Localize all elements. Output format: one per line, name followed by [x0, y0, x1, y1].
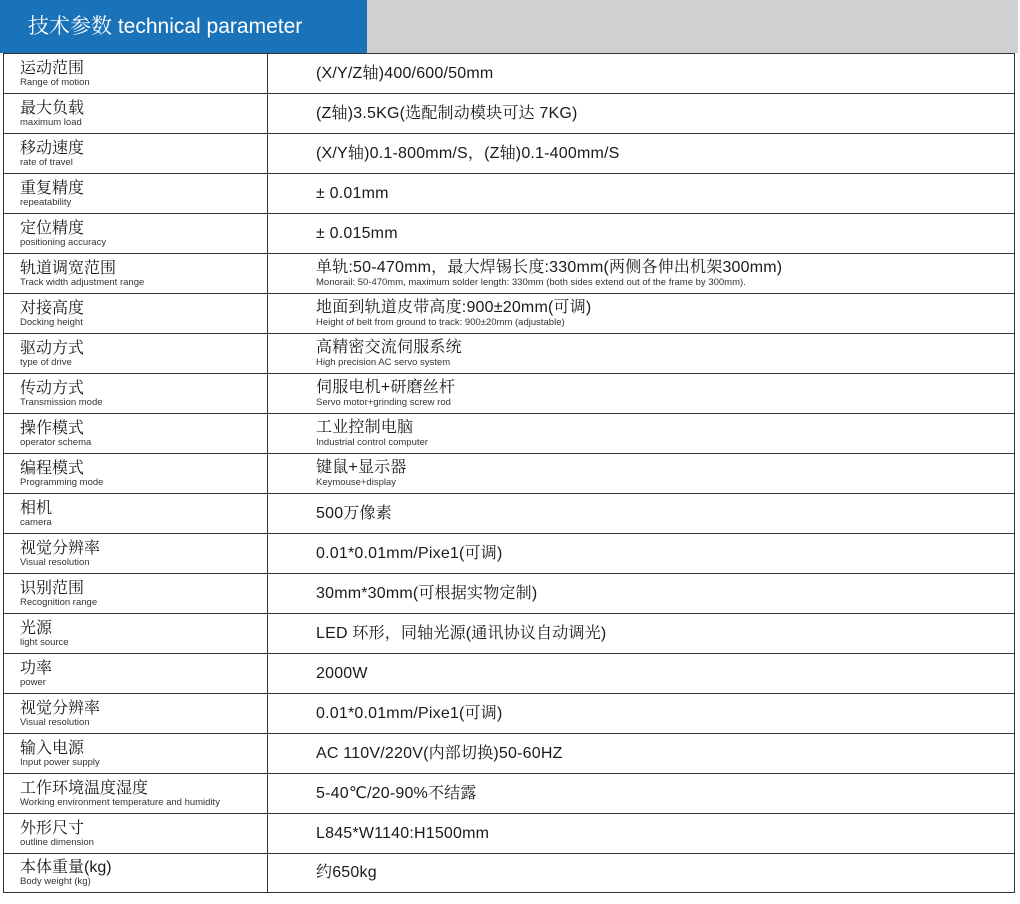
parameter-value-cell: [268, 814, 1015, 854]
table-row: [4, 654, 1015, 694]
parameter-name-zh: 重复精度: [20, 179, 85, 197]
parameter-value-cell: [268, 694, 1015, 734]
header-bar: [0, 0, 1018, 53]
spec-table-body: [4, 54, 1015, 893]
parameter-label-cell: [4, 494, 268, 534]
parameter-name-en: type of drive: [20, 356, 72, 368]
parameter-label-cell: [4, 54, 268, 94]
parameter-label-cell: [4, 734, 268, 774]
parameter-label-cell: [4, 814, 268, 854]
parameter-label-cell: [4, 334, 268, 374]
parameter-label-cell: [4, 94, 268, 134]
parameter-name-zh: 对接高度: [20, 299, 85, 317]
parameter-label-cell: [4, 614, 268, 654]
parameter-value: 单轨:50-470mm，最大焊锡长度:330mm(两侧各伸出机架300mm): [316, 259, 783, 276]
parameter-name-en: Visual resolution: [20, 556, 90, 568]
parameter-name-en: maximum load: [20, 116, 82, 128]
parameter-name-en: Recognition range: [20, 596, 98, 608]
parameter-value-cell: [268, 174, 1015, 214]
parameter-value: 30mm*30mm(可根据实物定制): [316, 584, 538, 602]
parameter-name-zh: 运动范围: [20, 59, 85, 77]
table-row: [4, 614, 1015, 654]
parameter-name-zh: 功率: [20, 659, 53, 677]
parameter-name-en: Docking height: [20, 316, 83, 328]
parameter-name-en: Range of motion: [20, 76, 90, 88]
parameter-value-en: Height of belt from ground to track: 900±20mm (adjustable): [316, 317, 565, 328]
parameter-name-zh: 本体重量(kg): [20, 859, 112, 876]
parameter-name-zh: 驱动方式: [20, 339, 85, 357]
parameter-value: 0.01*0.01mm/Pixe1(可调): [316, 544, 503, 562]
parameter-value-en: Servo motor+grinding screw rod: [316, 397, 451, 408]
parameter-value: 500万像素: [316, 504, 392, 522]
parameter-name-zh: 操作模式: [20, 419, 85, 437]
parameter-value: 0.01*0.01mm/Pixe1(可调): [316, 704, 503, 722]
parameter-name-zh: 输入电源: [20, 739, 85, 757]
parameter-name-en: rate of travel: [20, 156, 73, 168]
parameter-value-cell: [268, 454, 1015, 494]
parameter-label-cell: [4, 774, 268, 814]
parameter-name-zh: 识别范围: [20, 579, 85, 597]
parameter-value-en: Industrial control computer: [316, 437, 428, 448]
parameter-value: 高精密交流伺服系统: [316, 339, 462, 356]
parameter-label-cell: [4, 214, 268, 254]
table-row: [4, 814, 1015, 854]
parameter-value-cell: [268, 54, 1015, 94]
parameter-value-cell: [268, 134, 1015, 174]
parameter-name-en: repeatability: [20, 196, 72, 208]
parameter-name-zh: 外形尺寸: [20, 819, 85, 837]
parameter-value: ± 0.01mm: [316, 184, 389, 202]
parameter-name-zh: 编程模式: [20, 459, 85, 477]
parameter-value-en: Monorail: 50-470mm, maximum solder length: 330mm (both sides extend out of the frame by 300mm).: [316, 277, 746, 288]
table-row: [4, 414, 1015, 454]
table-row: [4, 494, 1015, 534]
parameter-value: (X/Y/Z轴)400/600/50mm: [316, 64, 494, 82]
parameter-name-zh: 传动方式: [20, 379, 85, 397]
parameter-value: ± 0.015mm: [316, 224, 398, 242]
parameter-name-en: positioning accuracy: [20, 236, 107, 248]
parameter-name-zh: 相机: [20, 499, 53, 517]
table-row: [4, 334, 1015, 374]
spec-table: [3, 53, 1015, 893]
section-title: 技术参数 technical parameter: [0, 0, 367, 53]
parameter-label-cell: [4, 574, 268, 614]
parameter-value-cell: [268, 534, 1015, 574]
table-row: [4, 694, 1015, 734]
parameter-label-cell: [4, 294, 268, 334]
parameter-name-zh: 移动速度: [20, 139, 85, 157]
parameter-name-en: operator schema: [20, 436, 92, 448]
parameter-label-cell: [4, 654, 268, 694]
parameter-value-cell: [268, 214, 1015, 254]
parameter-name-en: Input power supply: [20, 756, 100, 768]
parameter-value: 工业控制电脑: [316, 419, 414, 436]
parameter-name-en: Track width adjustment range: [20, 276, 145, 288]
parameter-label-cell: [4, 694, 268, 734]
parameter-name-zh: 视觉分辨率: [20, 539, 101, 557]
table-row: [4, 774, 1015, 814]
parameter-value: (X/Y轴)0.1-800mm/S，(Z轴)0.1-400mm/S: [316, 144, 620, 162]
parameter-value: LED 环形，同轴光源(通讯协议自动调光): [316, 624, 607, 642]
table-row: [4, 534, 1015, 574]
parameter-value: 2000W: [316, 664, 368, 682]
parameter-name-en: Visual resolution: [20, 716, 90, 728]
parameter-value-en: High precision AC servo system: [316, 357, 451, 368]
table-row: [4, 54, 1015, 94]
parameter-name-zh: 工作环境温度湿度: [20, 779, 149, 797]
parameter-label-cell: [4, 374, 268, 414]
parameter-label-cell: [4, 414, 268, 454]
parameter-value-cell: [268, 494, 1015, 534]
parameter-value-en: Keymouse+display: [316, 477, 397, 488]
parameter-name-en: outline dimension: [20, 836, 94, 848]
parameter-name-en: camera: [20, 516, 52, 528]
parameter-value: 键鼠+显示器: [316, 459, 407, 476]
table-row: [4, 574, 1015, 614]
table-row: [4, 174, 1015, 214]
table-row: [4, 854, 1015, 893]
parameter-label-cell: [4, 254, 268, 294]
table-row: [4, 374, 1015, 414]
parameter-value: 5-40℃/20-90%不结露: [316, 784, 477, 802]
parameter-label-cell: [4, 854, 268, 893]
table-row: [4, 454, 1015, 494]
parameter-value-cell: [268, 774, 1015, 814]
table-row: [4, 294, 1015, 334]
parameter-name-en: light source: [20, 636, 69, 648]
parameter-label-cell: [4, 534, 268, 574]
parameter-value: AC 110V/220V(内部切换)50-60HZ: [316, 744, 563, 762]
parameter-value: (Z轴)3.5KG(选配制动模块可达 7KG): [316, 104, 578, 122]
table-row: [4, 134, 1015, 174]
parameter-name-zh: 视觉分辨率: [20, 699, 101, 717]
table-row: [4, 734, 1015, 774]
table-row: [4, 94, 1015, 134]
parameter-value: 地面到轨道皮带高度:900±20mm(可调): [316, 299, 592, 316]
parameter-name-en: Programming mode: [20, 476, 104, 488]
parameter-value-cell: [268, 94, 1015, 134]
parameter-value-cell: [268, 294, 1015, 334]
parameter-label-cell: [4, 174, 268, 214]
parameter-value-cell: [268, 414, 1015, 454]
parameter-value-cell: [268, 334, 1015, 374]
parameter-label-cell: [4, 454, 268, 494]
parameter-value: 伺服电机+研磨丝杆: [316, 379, 456, 396]
parameter-value-cell: [268, 614, 1015, 654]
parameter-name-en: Transmission mode: [20, 396, 103, 408]
parameter-value: 约650kg: [316, 864, 377, 881]
parameter-value-cell: [268, 734, 1015, 774]
parameter-value-cell: [268, 854, 1015, 893]
parameter-name-en: Working environment temperature and humidity: [20, 796, 220, 808]
parameter-value-cell: [268, 374, 1015, 414]
parameter-name-zh: 轨道调宽范围: [20, 259, 117, 277]
parameter-name-zh: 最大负载: [20, 99, 85, 117]
parameter-value: L845*W1140:H1500mm: [316, 824, 490, 842]
table-row: [4, 214, 1015, 254]
parameter-value-cell: [268, 574, 1015, 614]
parameter-name-en: power: [20, 676, 46, 688]
parameter-label-cell: [4, 134, 268, 174]
parameter-name-zh: 定位精度: [20, 219, 85, 237]
parameter-value-cell: [268, 654, 1015, 694]
parameter-name-en: Body weight (kg): [20, 876, 91, 887]
parameter-name-zh: 光源: [20, 619, 53, 637]
table-row: [4, 254, 1015, 294]
parameter-value-cell: [268, 254, 1015, 294]
